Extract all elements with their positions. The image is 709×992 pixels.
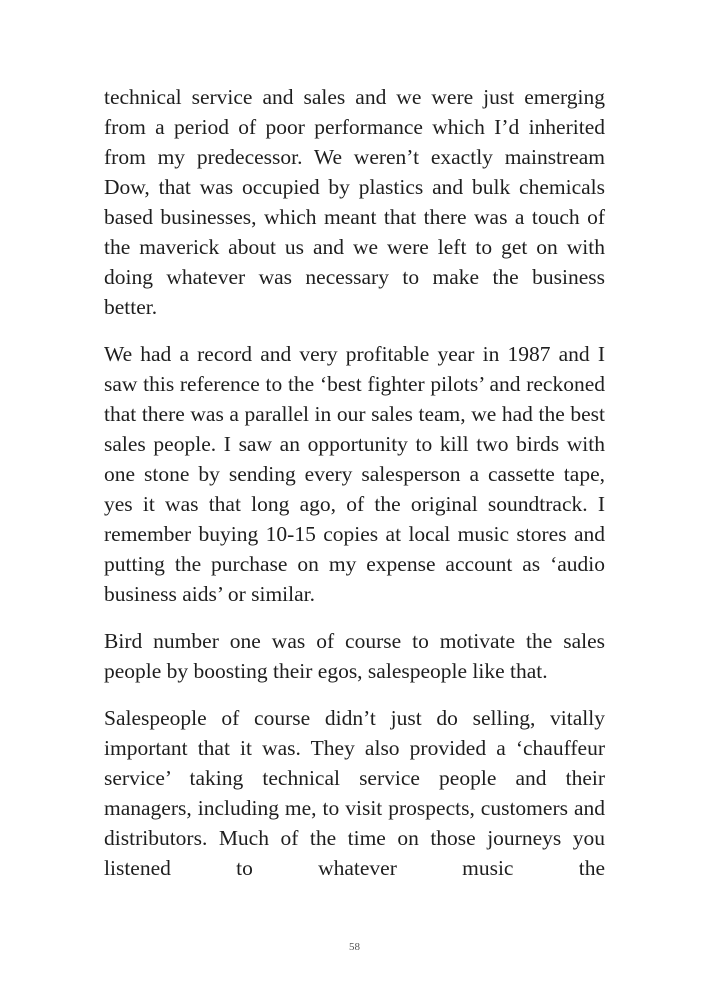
page-number: 58 — [349, 941, 360, 953]
paragraph: Salespeople of course didn’t just do selling, vitally important that it was. They also provided a ‘chauffeur service’ taking technical service people and their managers, including me, to visit prospects, customers and distributors. Much of the time on those journeys you listened to whatever music the — [104, 706, 605, 880]
paragraph: We had a record and very profitable year in 1987 and I saw this reference to the ‘best fighter pilots’ and reckoned that there was a parallel in our sales team, we had the best sales people. I saw an opportunity to kill two birds with one stone by sending every salesperson a cassette tape, yes it was that long ago, of the original soundtrack. I remember buying 10-15 copies at local music stores and putting the purchase on my expense account as ‘audio business aids’ or similar. — [104, 342, 605, 606]
paragraph: technical service and sales and we were just emerging from a period of poor performance which I’d inherited from my predecessor. We weren’t exactly mainstream Dow, that was occupied by plastics and bulk chemicals based businesses, which meant that there was a touch of the maverick about us and we were left to get on with doing whatever was necessary to make the business better. — [104, 85, 605, 319]
body-text — [104, 82, 605, 883]
paragraph: Bird number one was of course to motivate the sales people by boosting their egos, salespeople like that. — [104, 629, 605, 683]
